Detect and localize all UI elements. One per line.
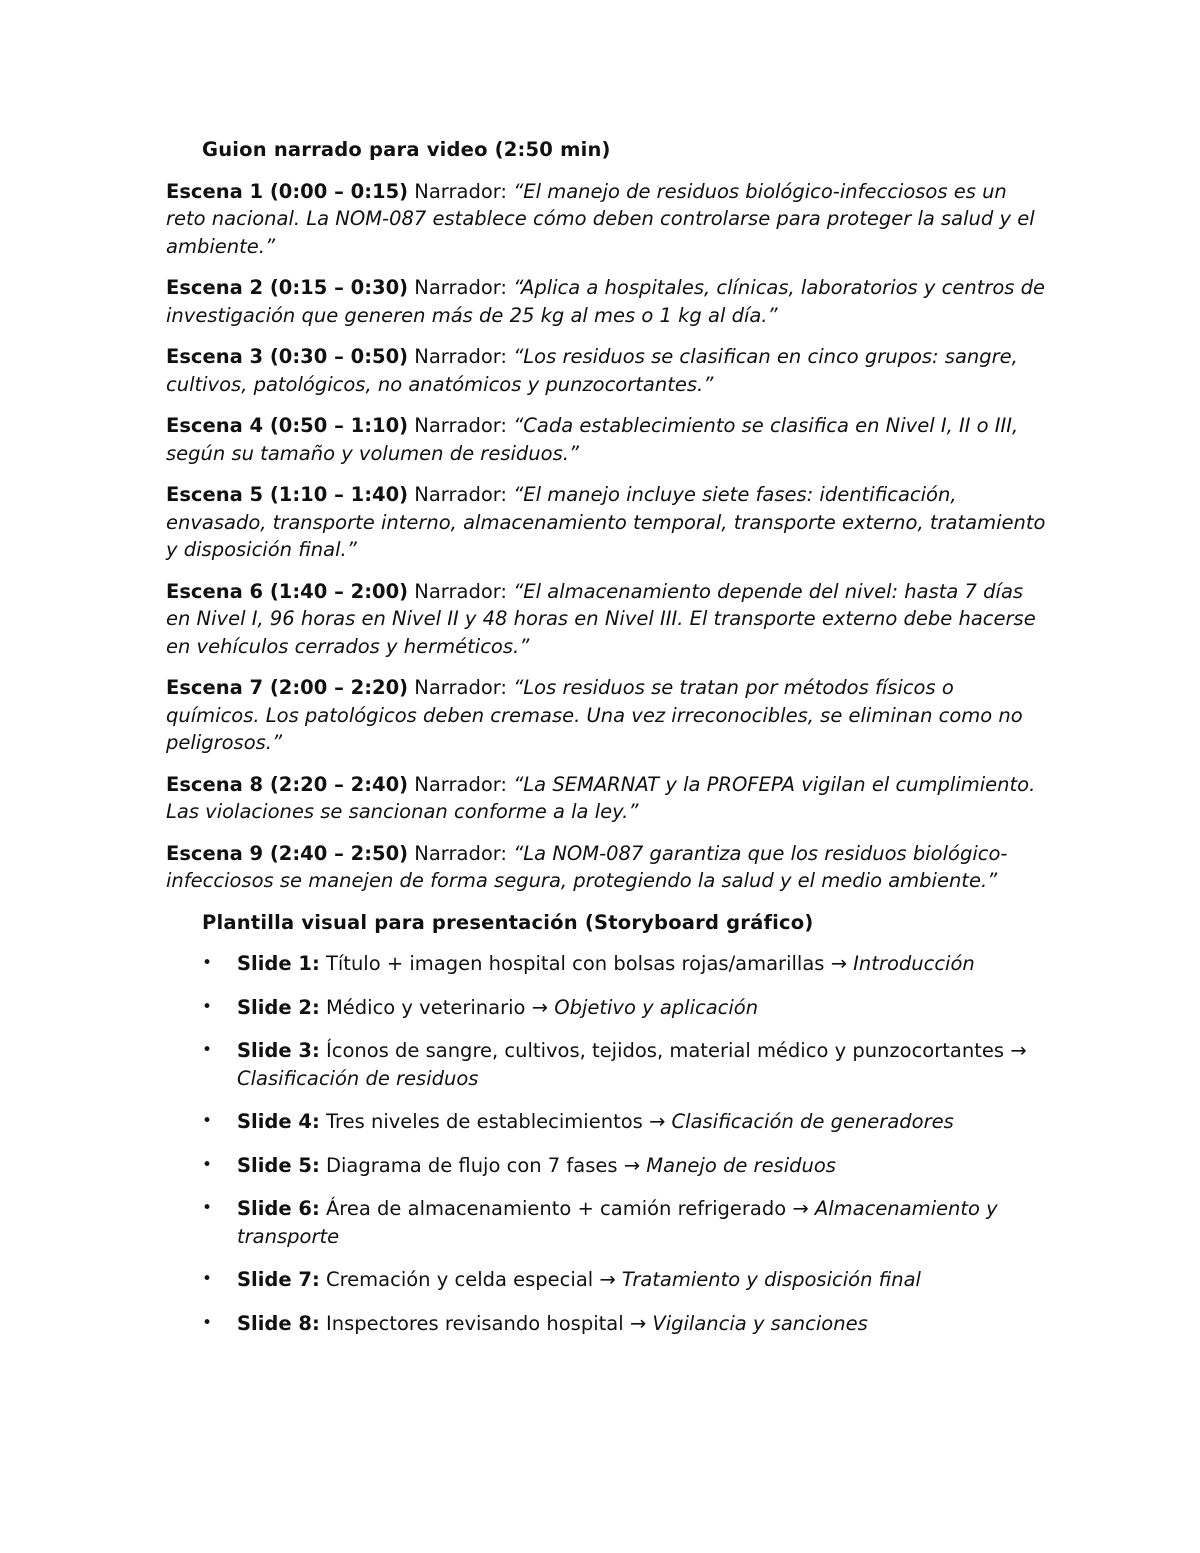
bullet-icon: • [202, 1154, 213, 1175]
scene-2 [166, 274, 1046, 329]
slide-label: Slide 8: [237, 1311, 320, 1335]
bullet-icon: • [202, 1269, 213, 1289]
slide-label: Slide 1: [237, 952, 320, 975]
scene-label: Escena 8 (2:20 – 2:40) [166, 772, 409, 796]
scene-9 [166, 840, 1046, 895]
list-item [166, 950, 1046, 978]
bullet-icon: • [202, 953, 213, 973]
scene-label: Escena 4 (0:50 – 1:10) [166, 414, 409, 437]
scene-speaker: Narrador: [414, 345, 507, 368]
list-item [166, 1310, 1046, 1338]
slide-topic: Clasificación de generadores [671, 1110, 954, 1133]
slide-topic: Tratamiento y disposición final [621, 1268, 921, 1291]
scene-1 [166, 178, 1046, 261]
scene-label: Escena 6 (1:40 – 2:00) [166, 579, 409, 603]
slide-label: Slide 6: [237, 1197, 320, 1220]
document-content [166, 136, 1046, 1353]
scene-quote: “Los residuos se tratan por métodos físicos o químicos. Los patológicos deben cremase. Una vez irreconocibles, se eliminan como no peligrosos.” [166, 676, 1023, 754]
slide-label: Slide 5: [237, 1153, 320, 1177]
slide-description: Tres niveles de establecimientos → [325, 1110, 666, 1133]
scene-quote: “El manejo incluye siete fases: identificación, envasado, transporte interno, almacenamiento temporal, transporte externo, tratamiento y disposición final.” [166, 483, 1046, 561]
storyboard-title: Plantilla visual para presentación (Storyboard gráfico) [202, 910, 814, 934]
scene-quote: “Los residuos se clasifican en cinco grupos: sangre, cultivos, patológicos, no anatómicos y punzocortantes.” [166, 345, 1018, 396]
scene-speaker: Narrador: [414, 676, 507, 699]
slide-topic: Vigilancia y sanciones [652, 1311, 868, 1335]
list-item [166, 1108, 1046, 1136]
scene-speaker: Narrador: [414, 414, 507, 437]
slide-list [166, 950, 1046, 1337]
scene-label: Escena 3 (0:30 – 0:50) [166, 345, 409, 368]
scene-quote: “El almacenamiento depende del nivel: hasta 7 días en Nivel I, 96 horas en Nivel II y 48 horas en Nivel III. El transporte externo debe hacerse en vehículos cerrados y herméticos.” [166, 579, 1036, 658]
slide-description: Diagrama de flujo con 7 fases → [325, 1153, 641, 1177]
scene-label: Escena 7 (2:00 – 2:20) [166, 676, 409, 699]
slide-label: Slide 7: [237, 1268, 320, 1291]
scene-speaker: Narrador: [414, 179, 507, 203]
slide-topic: Manejo de residuos [646, 1153, 836, 1177]
scene-label: Escena 9 (2:40 – 2:50) [166, 841, 409, 865]
slide-topic: Objetivo y aplicación [554, 995, 759, 1019]
slide-topic: Clasificación de residuos [237, 1066, 479, 1090]
list-item [166, 1037, 1046, 1092]
scene-4 [166, 412, 1046, 467]
scene-speaker: Narrador: [414, 483, 507, 506]
bullet-icon: • [202, 1312, 213, 1333]
scene-quote: “El manejo de residuos biológico-infecciosos es un reto nacional. La NOM-087 establece cómo deben controlarse para proteger la salud y el ambiente.” [166, 179, 1035, 258]
slide-description: Inspectores revisando hospital → [325, 1311, 647, 1335]
scene-quote: “Cada establecimiento se clasifica en Nivel I, II o III, según su tamaño y volumen de residuos.” [166, 414, 1019, 465]
bullet-icon: • [202, 1198, 213, 1218]
slide-label: Slide 4: [237, 1110, 320, 1133]
document-title: Guion narrado para video (2:50 min) [202, 138, 611, 161]
bullet-icon: • [202, 996, 213, 1017]
scene-quote: “La NOM-087 garantiza que los residuos biológico-infecciosos se manejen de forma segura, protegiendo la salud y el medio ambiente.” [166, 841, 1008, 892]
scene-6 [166, 578, 1046, 661]
slide-description: Médico y veterinario → [325, 995, 549, 1019]
scene-speaker: Narrador: [414, 276, 507, 299]
bullet-icon: • [202, 1111, 213, 1131]
slide-description: Íconos de sangre, cultivos, tejidos, material médico y punzocortantes → [325, 1039, 1027, 1062]
scene-quote: “Aplica a hospitales, clínicas, laboratorios y centros de investigación que generen más de 25 kg al mes o 1 kg al día.” [166, 276, 1046, 327]
scene-7 [166, 674, 1046, 757]
slide-label: Slide 2: [237, 995, 320, 1019]
list-item [166, 1266, 1046, 1294]
scene-5 [166, 481, 1046, 564]
slide-topic: Introducción [853, 952, 975, 975]
slide-description: Cremación y celda especial → [325, 1268, 616, 1291]
list-item [166, 1195, 1046, 1250]
scene-speaker: Narrador: [414, 772, 507, 796]
scene-8 [166, 771, 1046, 826]
scene-speaker: Narrador: [414, 579, 507, 603]
scene-quote: “La SEMARNAT y la PROFEPA vigilan el cumplimiento. Las violaciones se sancionan conforme a la ley.” [166, 772, 1036, 823]
scene-label: Escena 2 (0:15 – 0:30) [166, 276, 409, 299]
scene-speaker: Narrador: [414, 841, 507, 865]
slide-label: Slide 3: [237, 1039, 320, 1062]
list-item [166, 1152, 1046, 1180]
scene-label: Escena 1 (0:00 – 0:15) [166, 179, 409, 203]
slide-description: Título + imagen hospital con bolsas rojas/amarillas → [325, 952, 847, 975]
bullet-icon: • [202, 1040, 213, 1060]
scene-3 [166, 343, 1046, 398]
slide-description: Área de almacenamiento + camión refrigerado → [325, 1197, 809, 1220]
scene-label: Escena 5 (1:10 – 1:40) [166, 483, 409, 506]
slide-topic: Almacenamiento y transporte [237, 1197, 998, 1248]
list-item [166, 994, 1046, 1022]
